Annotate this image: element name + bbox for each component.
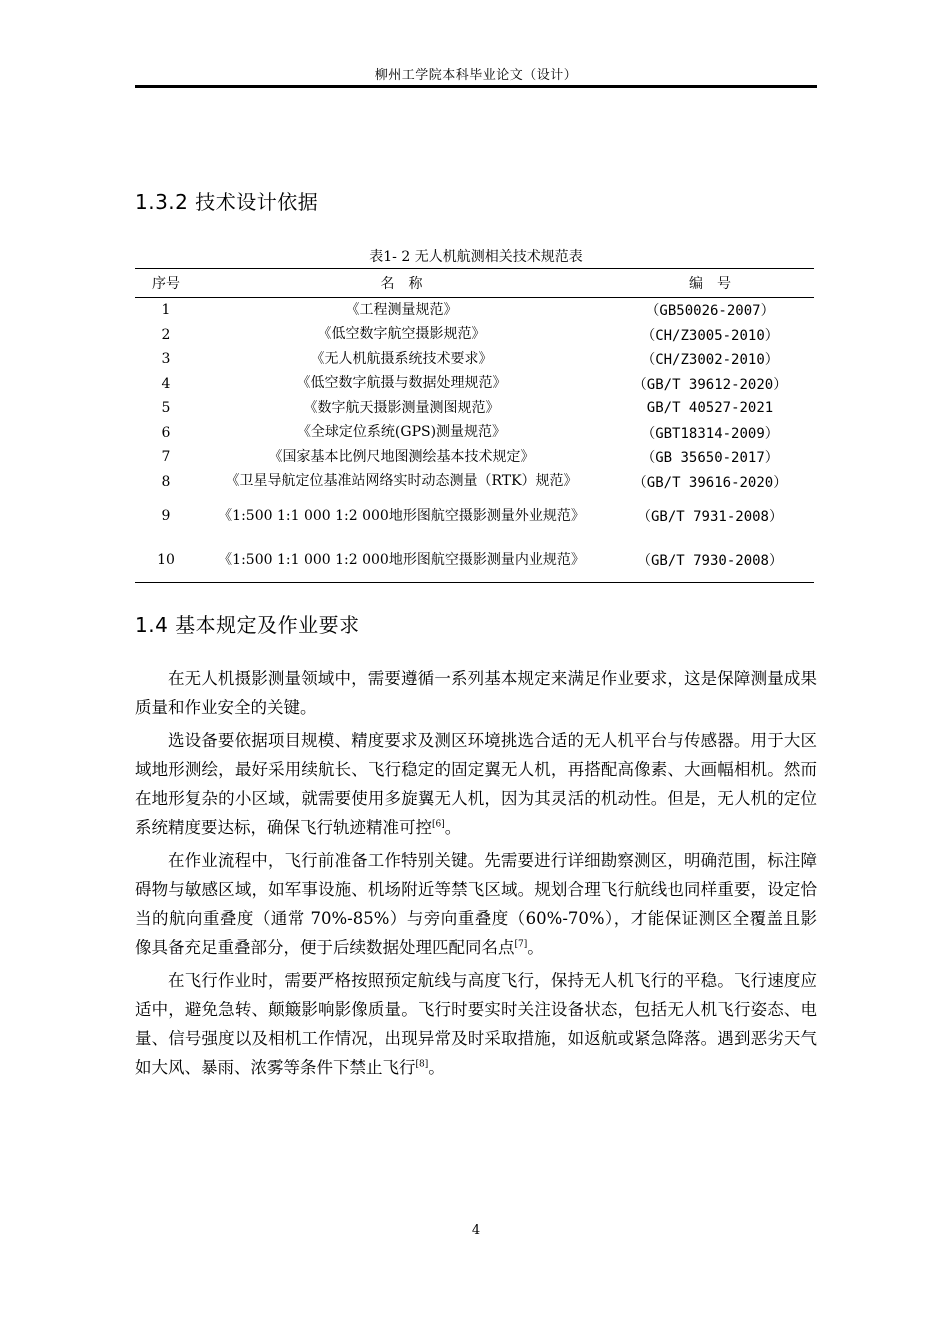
row-num: 7	[161, 449, 171, 466]
section-heading-1-3-2: 1.3.2 技术设计依据	[135, 190, 319, 214]
row-name: 《1:500 1:1 000 1:2 000地形图航空摄影测量内业规范》	[218, 551, 585, 568]
row-code: （GB/T 7931-2008）	[636, 509, 783, 525]
row-num: 6	[161, 424, 171, 441]
table-row	[135, 372, 814, 397]
row-name: 《工程测量规范》	[345, 301, 458, 318]
row-num: 2	[161, 326, 171, 343]
table-row	[135, 421, 814, 446]
row-code: （GB/T 39612-2020）	[632, 376, 788, 393]
row-num: 9	[161, 508, 171, 524]
spec-table	[135, 268, 814, 583]
row-code: （GB/T 7930-2008）	[636, 553, 783, 569]
table-row	[135, 323, 814, 348]
row-name: 《数字航天摄影测量测图规范》	[303, 399, 500, 416]
section-heading-1-4: 1.4 基本规定及作业要求	[135, 613, 360, 637]
row-code: （GB/T 39616-2020）	[632, 474, 788, 491]
row-code: （CH/Z3005-2010）	[641, 327, 779, 344]
header-code: 编 号	[689, 276, 731, 292]
table-row	[135, 298, 814, 323]
row-name: 《无人机航摄系统技术要求》	[310, 350, 493, 367]
citation-8: [8]	[415, 1059, 429, 1070]
running-header: 柳州工学院本科毕业论文（设计）	[374, 68, 578, 83]
row-num: 10	[157, 552, 175, 568]
table-header-row	[135, 269, 814, 298]
row-code: （CH/Z3002-2010）	[641, 352, 779, 369]
header-name: 名 称	[380, 276, 423, 292]
paragraph-2-end: 。	[444, 818, 462, 837]
row-name: 《全球定位系统(GPS)测量规范》	[296, 424, 507, 441]
body-text	[135, 664, 817, 1086]
table-row	[135, 470, 814, 495]
paragraph-2-text: 选设备要依据项目规模、精度要求及测区环境挑选合适的无人机平台与传感器。用于大区域地形测绘，最好采用续航长、飞行稳定的固定翼无人机，再搭配高像素、大画幅相机。然而在地形复杂的小区域，就需要使用多旋翼无人机，因为其灵活的机动性。但是，无人机的定位系统精度要达标，确保飞行轨迹精准可控	[135, 731, 817, 837]
table-row	[135, 347, 814, 372]
row-name: 《国家基本比例尺地图测绘基本技术规定》	[268, 448, 535, 465]
table-row	[135, 494, 814, 538]
row-name: 《低空数字航摄与数据处理规范》	[296, 375, 507, 392]
row-name: 《卫星导航定位基准站网络实时动态测量（RTK）规范》	[225, 473, 578, 490]
header-num: 序号	[152, 276, 180, 292]
citation-6: [6]	[432, 819, 445, 830]
paragraph-3-text: 在作业流程中，飞行前准备工作特别关键。先需要进行详细勘察测区，明确范围，标注障碍物与敏感区域，如军事设施、机场附近等禁飞区域。规划合理飞行航线也同样重要，设定恰当的航向重叠度（通常 70%-85%）与旁向重叠度（60%-70%），才能保证测区全覆盖且影像具备充足重叠部分，便于后续数据处理匹配同名点	[135, 851, 817, 957]
page-number: 4	[471, 1223, 481, 1238]
row-name: 《1:500 1:1 000 1:2 000地形图航空摄影测量外业规范》	[218, 507, 585, 524]
row-num: 3	[161, 351, 171, 368]
paragraph-1-text: 在无人机摄影测量领域中，需要遵循一系列基本规定来满足作业要求，这是保障测量成果质量和作业安全的关键。	[135, 669, 817, 717]
paragraph-3	[135, 846, 817, 962]
paragraph-2	[135, 726, 817, 842]
citation-7: [7]	[514, 939, 528, 950]
paragraph-4	[135, 966, 817, 1082]
row-code: （GB 35650-2017）	[641, 450, 779, 467]
paragraph-3-end: 。	[527, 938, 544, 957]
header-rule	[135, 85, 817, 88]
row-code: （GBT18314-2009）	[641, 425, 779, 442]
table-row	[135, 538, 814, 583]
row-code: GB/T 40527-2021	[646, 400, 774, 417]
row-name: 《低空数字航空摄影规范》	[317, 326, 486, 343]
table-row	[135, 445, 814, 470]
paragraph-4-end: 。	[428, 1058, 445, 1077]
paragraph-4-text: 在飞行作业时，需要严格按照预定航线与高度飞行，保持无人机飞行的平稳。飞行速度应适中，避免急转、颠簸影响影像质量。飞行时要实时关注设备状态，包括无人机飞行姿态、电量、信号强度以及相机工作情况，出现异常及时采取措施，如返航或紧急降落。遇到恶劣天气如大风、暴雨、浓雾等条件下禁止飞行	[135, 971, 817, 1077]
row-num: 1	[161, 302, 171, 319]
paragraph-1	[135, 664, 817, 722]
row-num: 8	[161, 473, 171, 490]
row-num: 5	[161, 400, 171, 417]
table-caption: 表1- 2 无人机航测相关技术规范表	[369, 249, 583, 265]
row-code: （GB50026-2007）	[645, 303, 775, 320]
row-num: 4	[161, 375, 171, 392]
table-row	[135, 396, 814, 421]
